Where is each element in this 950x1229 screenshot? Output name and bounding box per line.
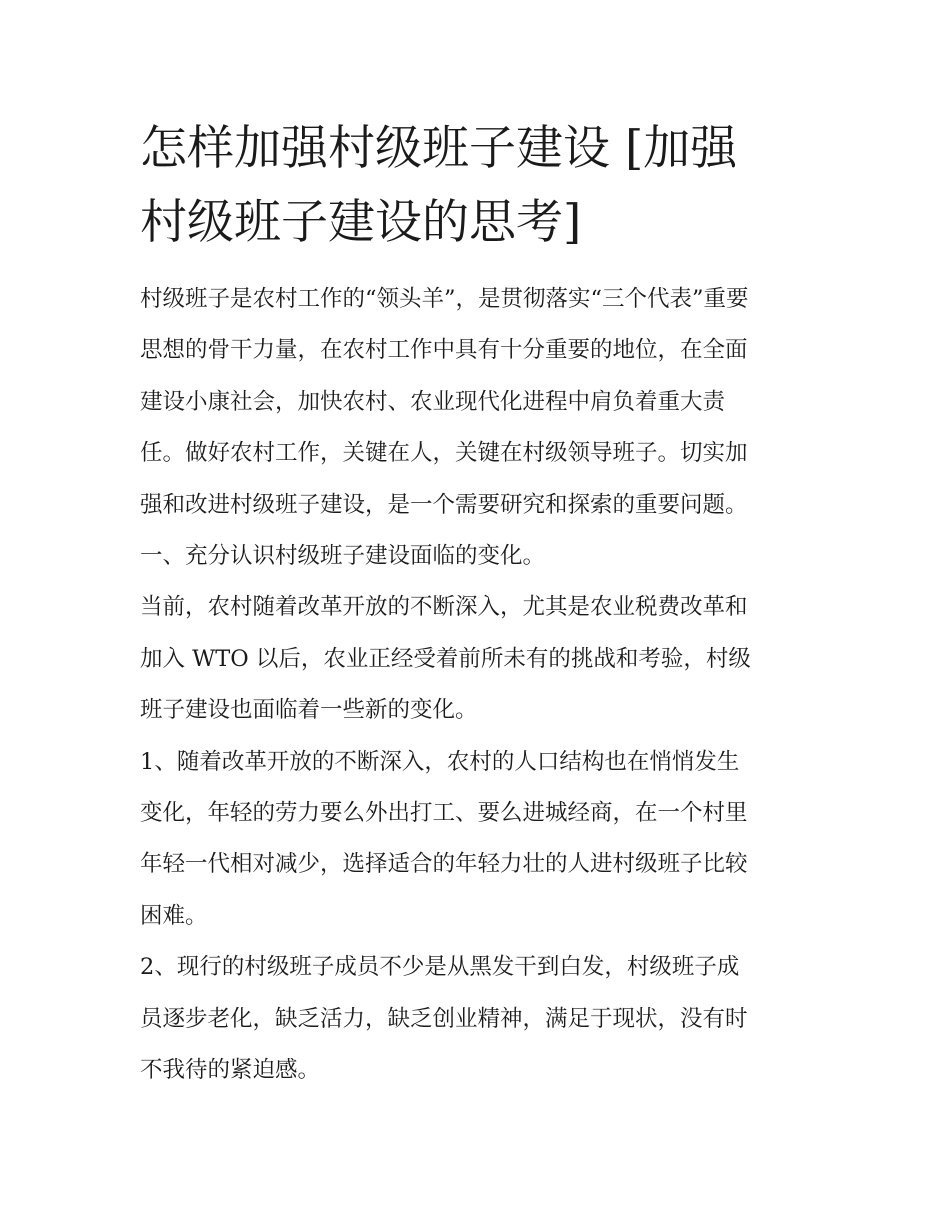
text-line: 一、充分认识村级班子建设面临的变化。 <box>140 543 546 570</box>
text-line: 强和改进村级班子建设，是一个需要研究和探索的重要问题。 <box>140 491 748 518</box>
text-line: 加入 WTO 以后，农业正经受着前所未有的挑战和考验，村级 <box>140 645 751 672</box>
text-line: 当前，农村随着改革开放的不断深入，尤其是农业税费改革和 <box>140 594 748 621</box>
text-line: 思想的骨干力量，在农村工作中具有十分重要的地位，在全面 <box>140 337 748 364</box>
document-body <box>140 274 816 1097</box>
paragraph-point-1 <box>140 737 816 943</box>
paragraph-context <box>140 582 816 736</box>
text-line: 变化，年轻的劳力要么外出打工、要么进城经商，在一个村里 <box>140 800 748 827</box>
text-line: 2、现行的村级班子成员不少是从黑发干到白发，村级班子成 <box>140 954 740 981</box>
text-line: 1、随着改革开放的不断深入，农村的人口结构也在悄悄发生 <box>140 748 740 775</box>
text-line: 员逐步老化，缺乏活力，缺乏创业精神，满足于现状，没有时 <box>140 1005 748 1032</box>
text-line: 任。做好农村工作，关键在人，关键在村级领导班子。切实加 <box>140 440 748 467</box>
title-line: 怎样加强村级班子建设 [加强 <box>140 121 738 176</box>
title-line: 村级班子建设的思考] <box>140 195 582 250</box>
section-heading <box>140 531 816 582</box>
paragraph-point-2 <box>140 942 816 1096</box>
paragraph-intro <box>140 274 816 531</box>
text-line: 班子建设也面临着一些新的变化。 <box>140 697 478 724</box>
text-line: 年轻一代相对减少，选择适合的年轻力壮的人进村级班子比较 <box>140 851 748 878</box>
document-content <box>140 112 816 1097</box>
text-line: 不我待的紧迫感。 <box>140 1057 321 1084</box>
text-line: 建设小康社会，加快农村、农业现代化进程中肩负着重大责 <box>140 388 726 415</box>
text-line: 村级班子是农村工作的“领头羊”，是贯彻落实“三个代表”重要 <box>140 286 749 312</box>
document-title <box>140 112 816 260</box>
text-line: 困难。 <box>140 902 208 929</box>
